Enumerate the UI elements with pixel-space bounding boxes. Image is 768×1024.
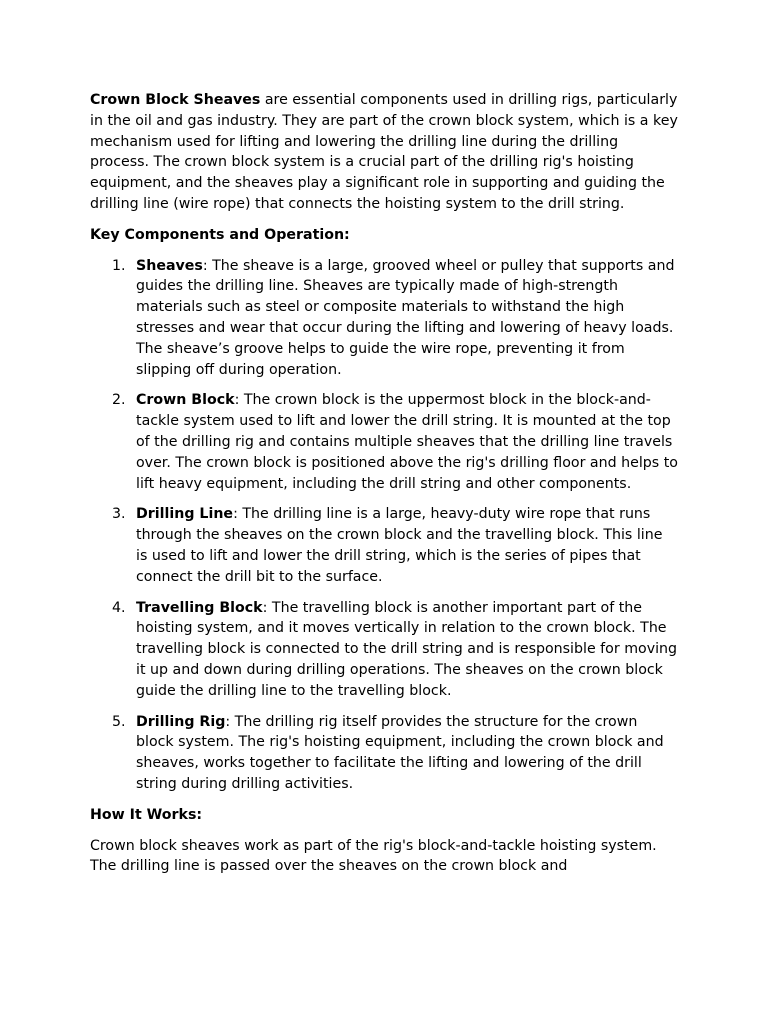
list-item-text: : The drilling line is a large, heavy-duty wire rope that runs through the sheaves on the crown block and the travelling block. This line is used to lift and lower the drill string, which is the series of pipes that connect the drill bit to the surface.: [136, 506, 663, 585]
list-item-crown-block: [90, 390, 678, 494]
intro-term: Crown Block Sheaves: [90, 92, 261, 108]
list-item-term: Drilling Line: [136, 506, 234, 523]
list-item-term: Sheaves: [136, 257, 203, 274]
intro-text: are essential components used in drilling rigs, particularly in the oil and gas industry. They are part of the crown block system, which is a key mechanism used for lifting and lowering the drilling line during the drilling process. The crown block system is a crucial part of the drilling rig's hoisting equipment, and the sheaves play a significant role in supporting and guiding the drilling line (wire rope) that connects the hoisting system to the drill string.: [90, 92, 678, 212]
list-item-text: : The crown block is the uppermost block in the block-and-tackle system used to lift and lower the drill string. It is mounted at the top of the drilling rig and contains multiple sheaves that the drilling line travels over. The crown block is positioned above the rig's drilling floor and helps to lift heavy equipment, including the drill string and other components.: [136, 392, 678, 492]
document-page: [90, 90, 678, 877]
list-item-text: : The drilling rig itself provides the structure for the crown block system. The rig's hoisting equipment, including the crown block and sheaves, works together to facilitate the lifting and lowering of the drill string during drilling activities.: [136, 713, 664, 792]
list-item-travelling-block: [90, 598, 678, 702]
how-it-works-paragraph: Crown block sheaves work as part of the rig's block-and-tackle hoisting system. The drilling line is passed over the sheaves on the crown block and: [90, 837, 657, 875]
list-item-term: Crown Block: [136, 392, 235, 409]
section-heading-key-components: Key Components and Operation:: [90, 226, 350, 243]
list-item-number: 4.: [112, 599, 126, 616]
list-item-number: 3.: [112, 506, 126, 523]
intro-paragraph: [90, 90, 678, 215]
list-item-text: : The sheave is a large, grooved wheel or pulley that supports and guides the drilling line. Sheaves are typically made of high-strength materials such as steel or composite materials to withstand the high stresses and wear that occur during the lifting and lowering of heavy loads. The sheave’s groove helps to guide the wire rope, preventing it from slipping off during operation.: [136, 257, 675, 378]
list-item-term: Travelling Block: [136, 599, 263, 616]
list-item-drilling-line: [90, 504, 678, 587]
section-heading-how-it-works: How It Works:: [90, 806, 203, 823]
list-item-number: 1.: [112, 257, 126, 274]
list-item-term: Drilling Rig: [136, 713, 226, 730]
list-item-sheaves: [90, 256, 678, 381]
list-item-drilling-rig: [90, 712, 678, 795]
list-item-number: 5.: [112, 713, 126, 730]
list-item-number: 2.: [112, 392, 126, 409]
list-item-text: : The travelling block is another important part of the hoisting system, and it moves vertically in relation to the crown block. The travelling block is connected to the drill string and is responsible for moving it up and down during drilling operations. The sheaves on the crown block guide the drilling line to the travelling block.: [136, 599, 678, 699]
components-list: [90, 256, 678, 795]
